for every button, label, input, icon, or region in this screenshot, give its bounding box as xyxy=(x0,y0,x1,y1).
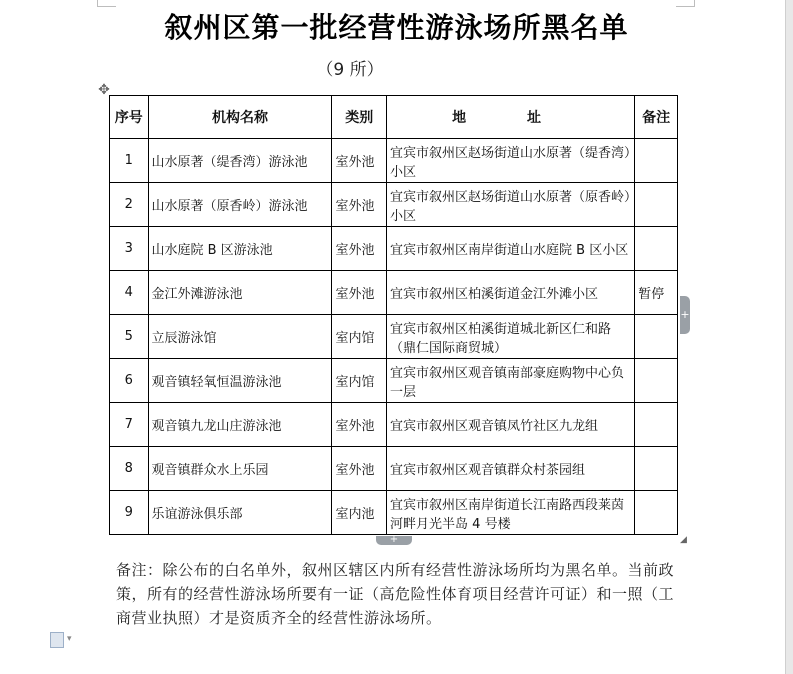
caret-down-icon[interactable]: ▾ xyxy=(67,634,72,644)
cell-address[interactable]: 宜宾市叙州区观音镇凤竹社区九龙组 xyxy=(387,403,635,447)
cell-note[interactable] xyxy=(635,139,678,183)
cell-name[interactable]: 山水原著（原香岭）游泳池 xyxy=(148,183,332,227)
cell-note[interactable] xyxy=(635,447,678,491)
blacklist-table xyxy=(109,95,678,535)
table-row xyxy=(110,447,678,491)
cell-address[interactable]: 宜宾市叙州区柏溪街道金江外滩小区 xyxy=(387,271,635,315)
cell-type[interactable]: 室外池 xyxy=(332,227,387,271)
header-no[interactable]: 序号 xyxy=(110,96,149,139)
cell-type[interactable]: 室外池 xyxy=(332,139,387,183)
cell-address[interactable]: 宜宾市叙州区观音镇南部豪庭购物中心负一层 xyxy=(387,359,635,403)
table-row xyxy=(110,183,678,227)
table-move-handle-icon[interactable]: ✥ xyxy=(98,82,110,98)
add-column-plus-icon[interactable]: + xyxy=(680,296,690,334)
document-subtitle: （9 所） xyxy=(316,60,384,80)
cell-name[interactable]: 山水原著（缇香湾）游泳池 xyxy=(148,139,332,183)
cell-name[interactable]: 立辰游泳馆 xyxy=(148,315,332,359)
cell-name[interactable]: 观音镇九龙山庄游泳池 xyxy=(148,403,332,447)
cell-note[interactable] xyxy=(635,359,678,403)
cell-name[interactable]: 观音镇轻氧恒温游泳池 xyxy=(148,359,332,403)
cell-name[interactable]: 乐谊游泳俱乐部 xyxy=(148,491,332,535)
table-row xyxy=(110,491,678,535)
cell-no[interactable]: 5 xyxy=(110,315,149,359)
cell-type[interactable]: 室外池 xyxy=(332,403,387,447)
cell-no[interactable]: 6 xyxy=(110,359,149,403)
cell-note[interactable] xyxy=(635,315,678,359)
cell-name[interactable]: 金江外滩游泳池 xyxy=(148,271,332,315)
document-icon[interactable] xyxy=(50,632,64,648)
table-row xyxy=(110,271,678,315)
cell-type[interactable]: 室外池 xyxy=(332,271,387,315)
cell-address[interactable]: 宜宾市叙州区南岸街道长江南路西段莱茵河畔月光半岛 4 号楼 xyxy=(387,491,635,535)
table-row xyxy=(110,403,678,447)
table-row xyxy=(110,227,678,271)
cell-type[interactable]: 室外池 xyxy=(332,183,387,227)
cell-type[interactable]: 室内馆 xyxy=(332,315,387,359)
cell-no[interactable]: 4 xyxy=(110,271,149,315)
header-address[interactable] xyxy=(387,96,635,139)
header-address-label: 地 址 xyxy=(452,110,570,126)
cell-note[interactable] xyxy=(635,403,678,447)
table-resize-corner-icon[interactable]: ◢ xyxy=(680,535,687,545)
footnote: 备注：除公布的白名单外，叙州区辖区内所有经营性游泳场所均为黑名单。当前政策，所有的经营性游泳场所要有一证（高危险性体育项目经营许可证）和一照（工商营业执照）才是资质齐全的经营性游泳场所。 xyxy=(116,561,675,627)
cell-no[interactable]: 9 xyxy=(110,491,149,535)
cell-type[interactable]: 室内池 xyxy=(332,491,387,535)
table-row xyxy=(110,359,678,403)
cell-no[interactable]: 2 xyxy=(110,183,149,227)
cell-address[interactable]: 宜宾市叙州区赵场街道山水原著（缇香湾）小区 xyxy=(387,139,635,183)
cell-type[interactable]: 室外池 xyxy=(332,447,387,491)
cell-type[interactable]: 室内馆 xyxy=(332,359,387,403)
header-name[interactable]: 机构名称 xyxy=(148,96,332,139)
cell-address[interactable]: 宜宾市叙州区柏溪街道城北新区仁和路（鼎仁国际商贸城） xyxy=(387,315,635,359)
cell-note[interactable] xyxy=(635,227,678,271)
cell-no[interactable]: 1 xyxy=(110,139,149,183)
cell-no[interactable]: 3 xyxy=(110,227,149,271)
cell-address[interactable]: 宜宾市叙州区赵场街道山水原著（原香岭）小区 xyxy=(387,183,635,227)
cell-no[interactable]: 7 xyxy=(110,403,149,447)
document-title: 叙州区第一批经营性游泳场所黑名单 xyxy=(164,11,629,44)
table-row xyxy=(110,139,678,183)
cell-note[interactable] xyxy=(635,491,678,535)
cell-note[interactable] xyxy=(635,183,678,227)
header-note[interactable]: 备注 xyxy=(635,96,678,139)
cell-no[interactable]: 8 xyxy=(110,447,149,491)
table-row xyxy=(110,315,678,359)
cell-name[interactable]: 观音镇群众水上乐园 xyxy=(148,447,332,491)
cell-name[interactable]: 山水庭院 B 区游泳池 xyxy=(148,227,332,271)
cell-address[interactable]: 宜宾市叙州区观音镇群众村茶园组 xyxy=(387,447,635,491)
add-row-plus-icon[interactable]: + xyxy=(376,536,412,545)
table-header-row xyxy=(110,96,678,139)
page-right-edge xyxy=(785,0,793,674)
cell-note[interactable]: 暂停 xyxy=(635,271,678,315)
header-type[interactable]: 类别 xyxy=(332,96,387,139)
cell-address[interactable]: 宜宾市叙州区南岸街道山水庭院 B 区小区 xyxy=(387,227,635,271)
